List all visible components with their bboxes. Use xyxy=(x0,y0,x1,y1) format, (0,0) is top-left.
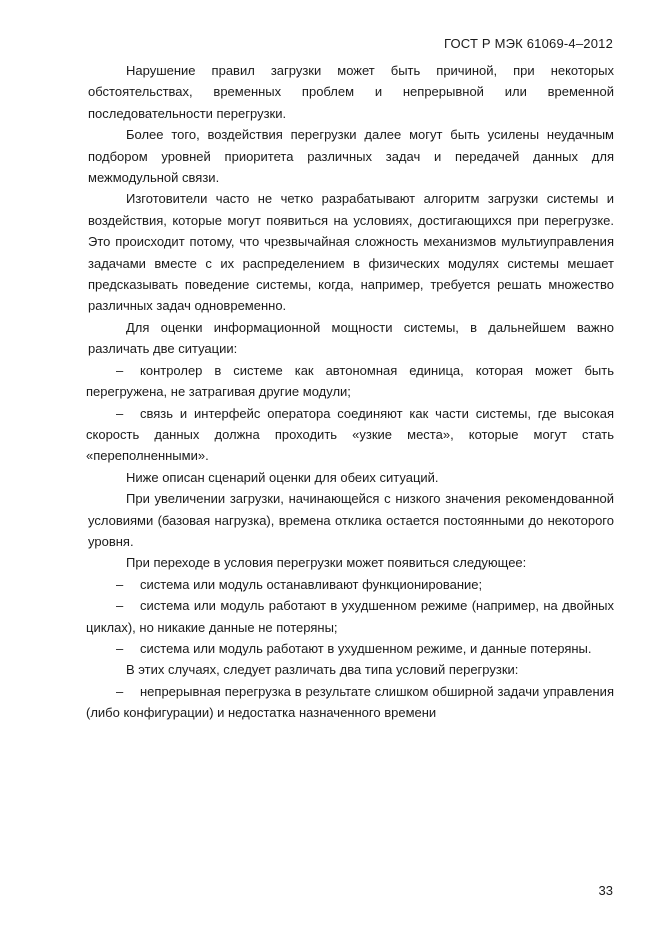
paragraph: В этих случаях, следует различать два типа условий перегрузки: xyxy=(126,662,519,678)
paragraph: Для оценки информационной мощности системы, в дальнейшем важно различать две ситуации: xyxy=(88,319,614,357)
list-dash-marker: – xyxy=(116,683,124,699)
list-dash-marker: – xyxy=(116,362,124,378)
list-item xyxy=(86,681,614,724)
list-item-text: система или модуль работают в ухудшенном режиме, и данные потеряны. xyxy=(140,640,592,656)
standard-code-header: ГОСТ Р МЭК 61069-4–2012 xyxy=(443,36,613,51)
paragraph: Ниже описан сценарий оценки для обеих ситуаций. xyxy=(126,469,439,485)
paragraph: При переходе в условия перегрузки может появиться следующее: xyxy=(126,555,527,571)
list-item xyxy=(86,360,614,403)
list-item-text: контролер в системе как автономная единица, которая может быть перегружена, не затрагивая другие модули; xyxy=(86,362,614,400)
paragraph: Нарушение правил загрузки может быть причиной, при некоторых обстоятельствах, временных проблем и непрерывной или временной последовательности перегрузки. xyxy=(88,63,614,121)
paragraph: Более того, воздействия перегрузки далее могут быть усилены неудачным подбором уровней приоритета различных задач и передачей данных для межмодульной связи. xyxy=(88,127,614,186)
paragraph: Изготовители часто не четко разрабатывают алгоритм загрузки системы и воздействия, которые могут появиться на условиях, достигающихся при перегрузке. Это происходит потому, что чрезвычайная сложность механизмов мультиуправления задачами вместе с их распределением в физических модулях системы мешает предсказывать поведение системы, когда, например, требуется решать множество различных задач одновременно. xyxy=(88,191,614,314)
paragraph: При увеличении загрузки, начинающейся с низкого значения рекомендованной условиями (базовая нагрузка), времена отклика остается постоянными до некоторого уровня. xyxy=(88,491,614,549)
list-item xyxy=(86,403,614,467)
document-body xyxy=(88,60,614,724)
list-dash-marker: – xyxy=(116,640,124,656)
list-item xyxy=(86,595,614,638)
list-item xyxy=(86,638,614,659)
list-item-text: система или модуль работают в ухудшенном режиме (например, на двойных циклах), но никакие данные не потеряны; xyxy=(86,598,614,635)
list-item-text: связь и интерфейс оператора соединяют как части системы, где высокая скорость данных должна проходить «узкие места», которые могут стать «переполненными». xyxy=(86,405,614,464)
list-dash-marker: – xyxy=(116,598,124,614)
list-dash-marker: – xyxy=(116,576,124,592)
list-item-text: непрерывная перегрузка в результате слишком обширной задачи управления (либо конфигурации) и недостатка назначенного времени xyxy=(86,683,614,721)
list-item-text: система или модуль останавливают функционирование; xyxy=(140,576,483,592)
list-dash-marker: – xyxy=(116,405,124,421)
page-number: 33 xyxy=(598,883,613,898)
list-item xyxy=(86,574,614,595)
